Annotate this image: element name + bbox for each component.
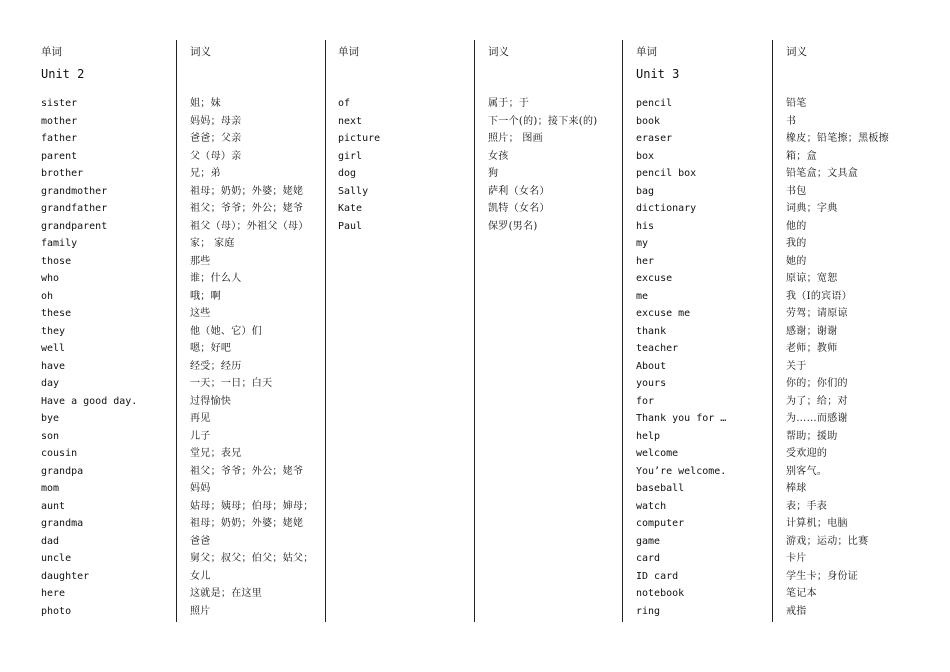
vocab-meaning: 表；手表: [786, 500, 828, 512]
vocab-word: Sally: [338, 185, 369, 197]
vocab-word: bye: [41, 413, 60, 424]
vocab-word: Paul: [338, 220, 363, 232]
vocab-meaning: 哦；啊: [190, 290, 221, 302]
vocab-meaning: 戒指: [786, 605, 807, 617]
vocab-word: her: [636, 255, 655, 267]
vocab-meaning: 过得愉快: [190, 395, 232, 407]
vocab-meaning: 再见: [190, 413, 211, 424]
column-header: 词义: [786, 46, 807, 58]
meaning-column-2: [488, 40, 620, 622]
vocab-meaning: 这就是；在这里: [190, 588, 263, 599]
vocab-word: ring: [636, 605, 661, 617]
vocab-meaning: 箱；盒: [786, 150, 817, 162]
vocab-meaning: 妈妈；母亲: [190, 115, 242, 127]
vocab-meaning: 女儿: [190, 570, 211, 582]
vocab-meaning: 祖母；奶奶；外婆；姥姥: [190, 518, 304, 529]
vocab-meaning: 照片； 图画: [488, 133, 543, 144]
word-column-3: [636, 40, 770, 622]
vocab-word: dad: [41, 535, 60, 547]
vocab-meaning: 爸爸: [190, 535, 211, 547]
column-header: 词义: [190, 46, 211, 58]
vocab-word: game: [636, 535, 661, 547]
vocab-word: grandma: [41, 518, 84, 529]
vocab-meaning: 下一个(的)；接下来(的): [488, 115, 598, 127]
column-divider: [772, 40, 773, 622]
vocab-meaning: 祖母；奶奶；外婆；姥姥: [190, 185, 304, 197]
vocab-meaning: 游戏；运动；比赛: [786, 535, 869, 547]
vocab-word: thank: [636, 325, 667, 337]
vocab-word: who: [41, 273, 60, 284]
vocab-word: mom: [41, 483, 60, 494]
vocab-word: You’re welcome.: [636, 465, 727, 477]
vocab-meaning: 爸爸；父亲: [190, 133, 242, 144]
word-list: [338, 95, 380, 235]
vocab-meaning: 棒球: [786, 483, 807, 494]
vocab-meaning: 你的；你们的: [786, 378, 848, 389]
word-list: [636, 95, 726, 620]
vocab-word: grandfather: [41, 203, 108, 214]
meaning-list: [488, 95, 598, 235]
vocab-word: About: [636, 360, 667, 372]
vocab-word: eraser: [636, 133, 673, 144]
vocab-meaning: 铅笔盒；文具盒: [786, 168, 859, 179]
vocab-word: here: [41, 588, 66, 599]
vocab-meaning: 为了；给；对: [786, 395, 848, 407]
vocab-word: computer: [636, 518, 685, 529]
vocab-meaning: 受欢迎的: [786, 448, 828, 459]
unit-title: Unit 2: [41, 67, 85, 81]
vocab-word: oh: [41, 290, 54, 302]
vocab-word: teacher: [636, 343, 679, 354]
vocab-meaning: 原谅；宽恕: [786, 273, 838, 284]
vocab-meaning: 祖父（母）；外祖父（母）: [190, 220, 309, 232]
vocab-word: day: [41, 378, 60, 389]
vocab-word: pencil: [636, 98, 673, 109]
column-header: 单词: [338, 46, 359, 58]
vocab-meaning: 兄；弟: [190, 168, 221, 179]
vocab-word: box: [636, 150, 655, 162]
vocab-word: help: [636, 430, 661, 442]
vocab-word: brother: [41, 168, 84, 179]
vocab-meaning: 铅笔: [786, 98, 807, 109]
vocab-word: watch: [636, 500, 667, 512]
vocab-meaning: 我（I的宾语）: [786, 290, 853, 302]
vocab-word: dog: [338, 168, 357, 179]
vocab-meaning: 谁；什么人: [190, 273, 242, 284]
vocab-meaning: 一天；一日；白天: [190, 378, 273, 389]
vocab-word: picture: [338, 133, 381, 144]
meaning-list: [190, 95, 314, 620]
vocab-word: mother: [41, 115, 78, 127]
vocab-meaning: 别客气。: [786, 465, 828, 477]
column-divider: [622, 40, 623, 622]
vocab-meaning: 祖父；爷爷；外公；姥爷: [190, 203, 304, 214]
vocab-meaning: 感谢；谢谢: [786, 325, 838, 337]
vocab-word: baseball: [636, 483, 685, 494]
vocab-word: these: [41, 308, 72, 319]
meaning-list: [786, 95, 889, 620]
vocab-word: card: [636, 553, 661, 564]
vocab-word: those: [41, 255, 72, 267]
column-divider: [176, 40, 177, 622]
unit-title: Unit 3: [636, 67, 680, 81]
vocab-meaning: 关于: [786, 360, 807, 372]
vocab-meaning: 我的: [786, 238, 807, 249]
vocab-word: me: [636, 290, 649, 302]
column-divider: [474, 40, 475, 622]
vocab-meaning: 词典；字典: [786, 203, 838, 214]
vocab-word: well: [41, 343, 66, 354]
vocab-word: daughter: [41, 570, 90, 582]
vocab-word: family: [41, 238, 78, 249]
vocab-meaning: 舅父；叔父；伯父；姑父；: [190, 553, 314, 564]
vocab-meaning: 保罗(男名): [488, 220, 538, 232]
vocab-word: Kate: [338, 203, 363, 214]
vocab-meaning: 这些: [190, 308, 211, 319]
vocab-word: photo: [41, 605, 72, 617]
vocab-meaning: 狗: [488, 168, 499, 179]
vocab-meaning: 帮助；援助: [786, 430, 838, 442]
vocab-word: have: [41, 360, 66, 372]
vocab-word: welcome: [636, 448, 679, 459]
vocab-word: book: [636, 115, 661, 127]
vocab-meaning: 卡片: [786, 553, 807, 564]
vocab-word: sister: [41, 98, 78, 109]
vocab-word: my: [636, 238, 649, 249]
vocab-word: dictionary: [636, 203, 697, 214]
vocab-meaning: 姐；妹: [190, 98, 221, 109]
vocab-meaning: 书: [786, 115, 797, 127]
vocab-word: parent: [41, 150, 78, 162]
word-column-2: [338, 40, 468, 622]
vocab-meaning: 堂兄；表兄: [190, 448, 242, 459]
vocab-meaning: 照片: [190, 605, 211, 617]
vocab-meaning: 凯特（女名）: [488, 203, 550, 214]
vocab-meaning: 经受；经历: [190, 360, 242, 372]
vocab-word: notebook: [636, 588, 685, 599]
vocab-meaning: 她的: [786, 255, 807, 267]
vocab-word: Have a good day.: [41, 395, 138, 407]
vocab-meaning: 书包: [786, 185, 807, 197]
meaning-column-3: [786, 40, 936, 622]
vocab-meaning: 儿子: [190, 430, 211, 442]
vocab-meaning: 家； 家庭: [190, 238, 235, 249]
vocab-meaning: 嗯；好吧: [190, 343, 232, 354]
vocab-meaning: 女孩: [488, 150, 509, 162]
vocab-meaning: 萨利（女名）: [488, 185, 550, 197]
vocab-meaning: 那些: [190, 255, 211, 267]
vocab-word: they: [41, 325, 66, 337]
vocab-word: father: [41, 133, 78, 144]
vocab-meaning: 学生卡；身份证: [786, 570, 859, 582]
vocab-meaning: 为……而感谢: [786, 413, 848, 424]
vocab-meaning: 妈妈: [190, 483, 211, 494]
vocab-word: aunt: [41, 500, 66, 512]
vocab-word: of: [338, 98, 351, 109]
vocab-meaning: 劳驾；请原谅: [786, 308, 848, 319]
vocab-meaning: 他的: [786, 220, 807, 232]
vocab-word: son: [41, 430, 60, 442]
vocab-meaning: 属于；于: [488, 98, 530, 109]
vocab-word: his: [636, 220, 655, 232]
vocab-word: grandparent: [41, 220, 108, 232]
column-header: 单词: [636, 46, 657, 58]
vocab-word: for: [636, 395, 655, 407]
vocab-word: pencil box: [636, 168, 697, 179]
vocab-meaning: 父（母）亲: [190, 150, 242, 162]
vocab-meaning: 祖父；爷爷；外公；姥爷: [190, 465, 304, 477]
vocab-meaning: 他（她、它）们: [190, 325, 263, 337]
vocab-meaning: 老师；教师: [786, 343, 838, 354]
vocab-word: excuse: [636, 273, 673, 284]
vocab-word: excuse me: [636, 308, 691, 319]
word-list: [41, 95, 137, 620]
column-header: 词义: [488, 46, 509, 58]
vocab-word: next: [338, 115, 363, 127]
vocab-word: grandmother: [41, 185, 108, 197]
vocab-meaning: 姑母；姨母；伯母；婶母；: [190, 500, 314, 512]
vocab-word: uncle: [41, 553, 72, 564]
vocab-meaning: 计算机；电脑: [786, 518, 848, 529]
vocab-word: ID card: [636, 570, 679, 582]
meaning-column-1: [190, 40, 324, 622]
column-header: 单词: [41, 46, 62, 58]
vocab-word: bag: [636, 185, 655, 197]
vocab-word: girl: [338, 150, 363, 162]
vocab-word: Thank you for …: [636, 413, 727, 424]
vocab-word: yours: [636, 378, 667, 389]
column-divider: [325, 40, 326, 622]
word-column-1: [41, 40, 171, 622]
vocab-word: grandpa: [41, 465, 84, 477]
vocab-meaning: 橡皮；铅笔擦；黑板擦: [786, 133, 889, 144]
vocab-meaning: 笔记本: [786, 588, 817, 599]
vocab-word: cousin: [41, 448, 78, 459]
